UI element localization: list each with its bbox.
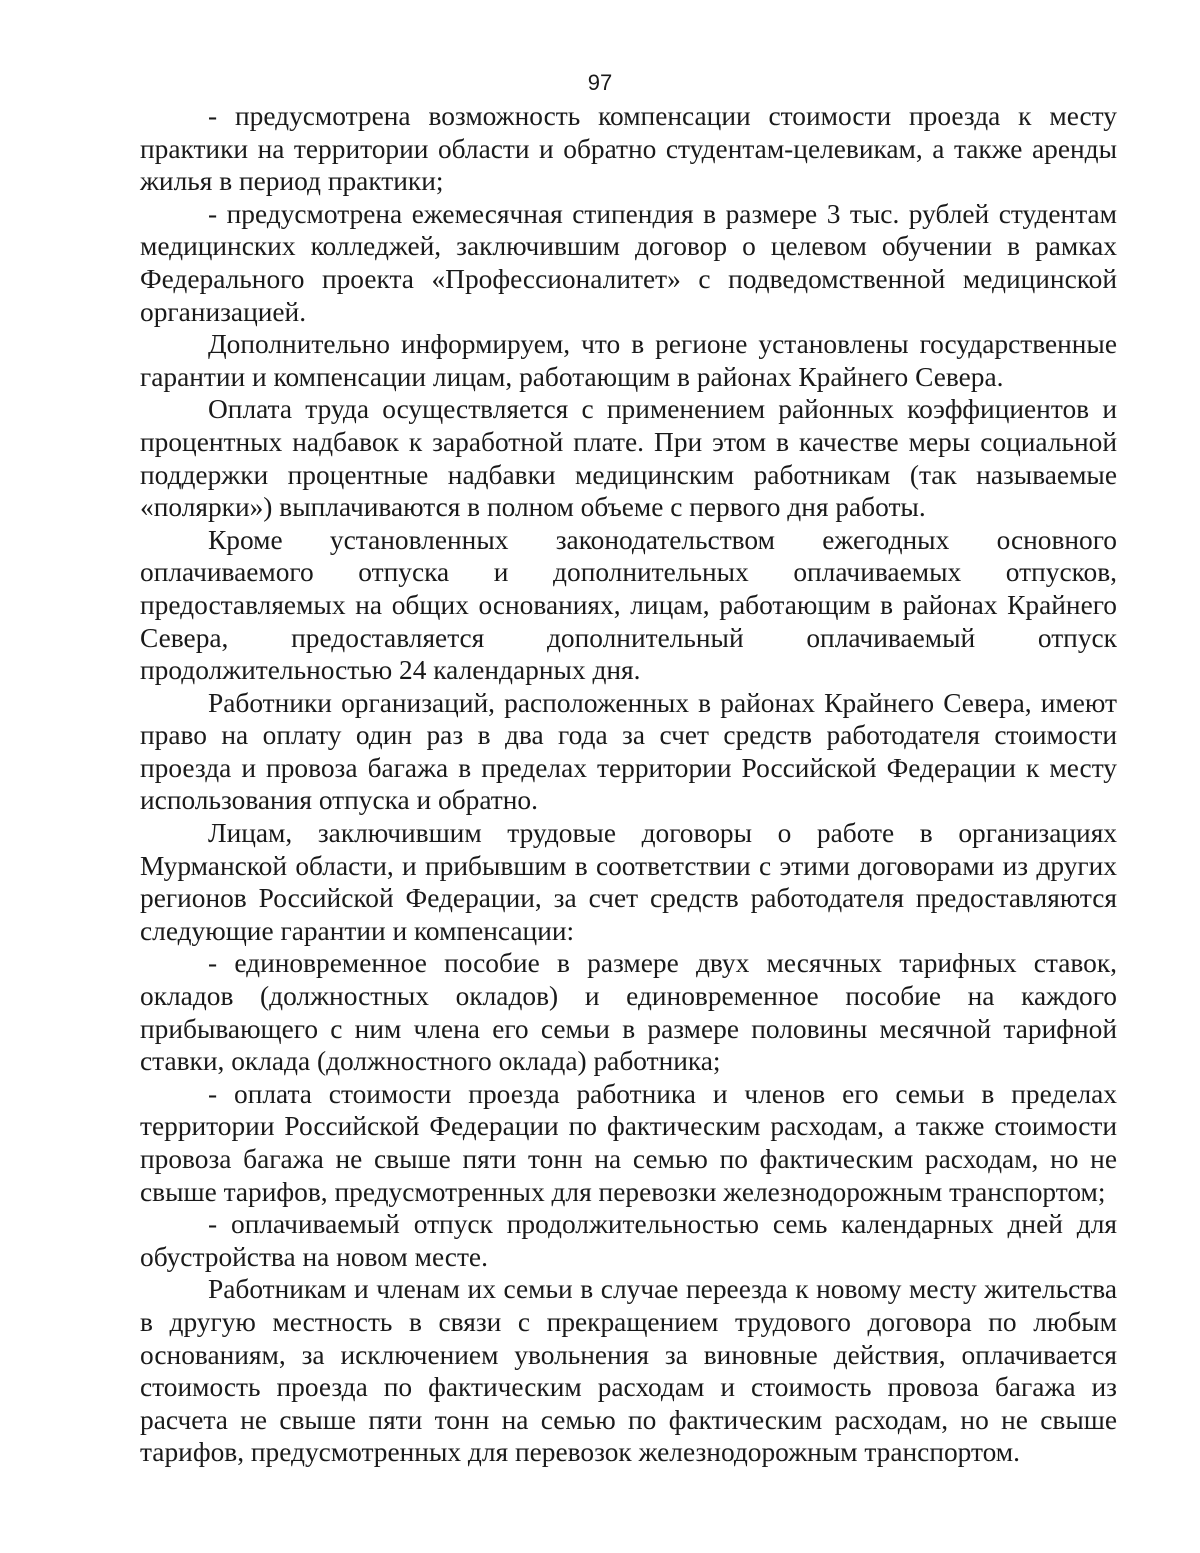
paragraph-settling-leave: - оплачиваемый отпуск продолжительностью семь календарных дней для обустройства на новом месте. [140, 1209, 1117, 1272]
paragraph-additional-leave: Кроме установленных законодательством ежегодных основного оплачиваемого отпуска и дополнительных оплачиваемых отпусков, предоставляемых на общих основаниях, лицам, работающим в районах Крайнего Севера, предоставляется дополнительный оплачиваемый отпуск продолжительностью 24 календарных дня. [140, 524, 1117, 686]
paragraph-travel-payment: Работники организаций, расположенных в районах Крайнего Севера, имеют право на оплату один раз в два года за счет средств работодателя стоимости проезда и провоза багажа в пределах территории Российской Федерации к месту использования отпуска и обратно. [140, 687, 1117, 816]
paragraph-state-guarantees: Дополнительно информируем, что в регионе установлены государственные гарантии и компенсации лицам, работающим в районах Крайнего Севера. [140, 329, 1117, 392]
paragraph-practice-travel-compensation: - предусмотрена возможность компенсации стоимости проезда к месту практики на территории области и обратно студентам-целевикам, а также аренды жилья в период практики; [140, 101, 1117, 197]
paragraph-salary-coefficients: Оплата труда осуществляется с применением районных коэффициентов и процентных надбавок к заработной плате. При этом в качестве меры социальной поддержки процентные надбавки медицинским работникам (так называемые «полярки») выплачиваются в полном объеме с первого дня работы. [140, 394, 1117, 523]
paragraph-relocation-travel-costs: - оплата стоимости проезда работника и членов его семьи в пределах территории Российской Федерации по фактическим расходам, а также стоимости провоза багажа не свыше пяти тонн на семью по фактическим расходам, но не свыше тарифов, предусмотренных для перевозки железнодорожным транспортом; [140, 1078, 1117, 1207]
paragraph-relocation-guarantees: Лицам, заключившим трудовые договоры о работе в организациях Мурманской области, и прибывшим в соответствии с этими договорами из других регионов Российской Федерации, за счет средств работодателя предоставляются следующие гарантии и компенсации: [140, 818, 1117, 946]
document-body [140, 100, 1117, 1469]
paragraph-return-relocation: Работникам и членам их семьи в случае переезда к новому месту жительства в другую местность в связи с прекращением трудового договора по любым основаниям, за исключением увольнения за виновные действия, оплачивается стоимость проезда по фактическим расходам и стоимость провоза багажа из расчета не свыше пяти тонн на семью по фактическим расходам, но не свыше тарифов, предусмотренных для перевозок железнодорожным транспортом. [140, 1274, 1117, 1468]
page-number: 97 [587, 70, 613, 95]
paragraph-lump-sum-allowance: - единовременное пособие в размере двух месячных тарифных ставок, окладов (должностных окладов) и единовременное пособие на каждого прибывающего с ним члена его семьи в размере половины месячной тарифной ставки, оклада (должностного оклада) работника; [140, 948, 1117, 1077]
paragraph-monthly-stipend: - предусмотрена ежемесячная стипендия в размере 3 тыс. рублей студентам медицинских колледжей, заключившим договор о целевом обучении в рамках Федерального проекта «Профессионалитет» с подведомственной медицинской организацией. [140, 198, 1117, 327]
